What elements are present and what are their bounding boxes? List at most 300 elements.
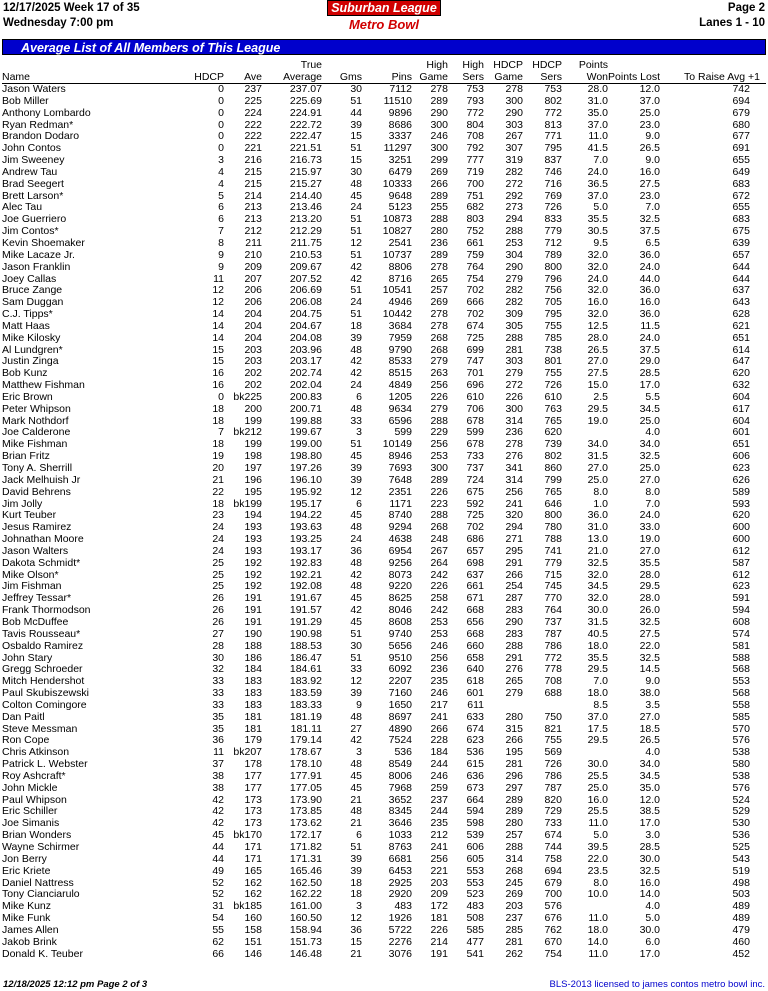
table-cell: 288 bbox=[505, 640, 523, 652]
table-cell: 279 bbox=[430, 356, 448, 368]
table-cell: 202.74 bbox=[289, 368, 322, 380]
table-cell: 289 bbox=[505, 806, 523, 818]
table-cell: 489 bbox=[732, 913, 750, 925]
table-row bbox=[2, 653, 766, 665]
table-cell: 5.0 bbox=[593, 202, 608, 214]
table-cell: 14 bbox=[212, 332, 224, 344]
table-cell: 190.98 bbox=[289, 628, 322, 640]
table-cell: Bob Miller bbox=[2, 95, 49, 107]
table-cell: 660 bbox=[466, 640, 484, 652]
table-cell: 755 bbox=[544, 368, 562, 380]
table-cell: 184 bbox=[244, 664, 262, 676]
table-cell: 271 bbox=[505, 534, 523, 546]
table-cell: 581 bbox=[732, 640, 750, 652]
table-cell: 181 bbox=[244, 711, 262, 723]
table-cell: 186.47 bbox=[289, 652, 322, 664]
table-cell: 173.90 bbox=[289, 794, 322, 806]
table-cell: Jim Contos* bbox=[2, 226, 59, 238]
table-cell: 191 bbox=[244, 593, 262, 605]
table-cell: 33 bbox=[212, 676, 224, 688]
table-cell: 489 bbox=[732, 901, 750, 913]
table-cell: 48 bbox=[350, 403, 362, 415]
table-cell: C.J. Tipps* bbox=[2, 309, 53, 321]
table-cell: 594 bbox=[732, 605, 750, 617]
table-row bbox=[2, 889, 766, 901]
table-row bbox=[2, 404, 766, 416]
table-cell: 203.96 bbox=[289, 344, 322, 356]
table-cell: 16.0 bbox=[639, 166, 660, 178]
table-cell: 36.5 bbox=[587, 178, 608, 190]
table-cell: 18.0 bbox=[587, 640, 608, 652]
table-cell: 276 bbox=[505, 451, 523, 463]
table-cell: 4.0 bbox=[645, 747, 660, 759]
table-cell: 800 bbox=[544, 261, 562, 273]
table-row bbox=[2, 392, 766, 404]
table-cell: 37.0 bbox=[639, 95, 660, 107]
table-cell: 23.0 bbox=[639, 190, 660, 202]
table-cell: 4.0 bbox=[645, 901, 660, 913]
table-cell: 33 bbox=[212, 688, 224, 700]
table-cell: 673 bbox=[466, 782, 484, 794]
table-row bbox=[2, 771, 766, 783]
table-cell: 215 bbox=[244, 166, 262, 178]
col-name: Name bbox=[2, 59, 162, 84]
table-cell: 24.0 bbox=[639, 510, 660, 522]
table-cell: 51 bbox=[350, 309, 362, 321]
table-cell: 177 bbox=[244, 782, 262, 794]
table-cell: 225.69 bbox=[289, 95, 322, 107]
table-cell: 28.0 bbox=[639, 593, 660, 605]
table-cell: 160.50 bbox=[289, 913, 322, 925]
table-cell: Dan Paitl bbox=[2, 711, 45, 723]
table-cell: 215.97 bbox=[289, 166, 322, 178]
table-cell: 193 bbox=[244, 545, 262, 557]
table-cell: 770 bbox=[544, 593, 562, 605]
table-cell: 5722 bbox=[388, 924, 412, 936]
table-cell: 6 bbox=[356, 830, 362, 842]
table-cell: 8763 bbox=[388, 842, 412, 853]
table-cell: 192 bbox=[244, 569, 262, 581]
table-cell: 5.0 bbox=[645, 913, 660, 925]
table-cell: Mike Kunz bbox=[2, 901, 52, 913]
table-cell: 292 bbox=[505, 190, 523, 202]
table-cell: 215 bbox=[244, 178, 262, 190]
table-cell: 762 bbox=[544, 924, 562, 936]
table-cell: 21 bbox=[350, 818, 362, 830]
table-cell: 568 bbox=[732, 664, 750, 676]
table-cell: 9740 bbox=[388, 628, 412, 640]
table-cell: 585 bbox=[466, 924, 484, 936]
table-cell: 644 bbox=[732, 261, 750, 273]
table-row bbox=[2, 818, 766, 830]
table-cell: 278 bbox=[505, 83, 523, 95]
table-cell: 42 bbox=[350, 261, 362, 273]
table-row bbox=[2, 84, 766, 96]
table-cell: 592 bbox=[466, 498, 484, 510]
table-cell: 207.52 bbox=[289, 273, 322, 285]
table-row bbox=[2, 274, 766, 286]
table-cell: 6681 bbox=[388, 853, 412, 865]
table-cell: 162 bbox=[244, 877, 262, 889]
table-cell: 14 bbox=[212, 320, 224, 332]
table-cell: 589 bbox=[732, 486, 750, 498]
table-cell: 679 bbox=[544, 877, 562, 889]
table-cell: 27 bbox=[212, 628, 224, 640]
table-cell: 265 bbox=[505, 676, 523, 688]
table-cell: 745 bbox=[544, 581, 562, 593]
table-cell: 269 bbox=[505, 889, 523, 901]
table-cell: 8.0 bbox=[593, 486, 608, 498]
table-cell: 39 bbox=[350, 463, 362, 474]
table-cell: 741 bbox=[544, 545, 562, 557]
table-body bbox=[2, 84, 766, 961]
table-cell: 569 bbox=[544, 747, 562, 759]
table-cell: 177.91 bbox=[289, 770, 322, 782]
table-cell: 62 bbox=[212, 936, 224, 948]
table-cell: 178 bbox=[244, 759, 262, 771]
table-cell: 18 bbox=[212, 403, 224, 415]
table-cell: 26 bbox=[212, 605, 224, 617]
table-cell: 620 bbox=[732, 368, 750, 380]
table-cell: 186 bbox=[244, 652, 262, 664]
table-cell: 8.5 bbox=[593, 699, 608, 711]
table-cell: 279 bbox=[505, 368, 523, 380]
table-cell: 221 bbox=[430, 865, 448, 877]
table-cell: 272 bbox=[505, 380, 523, 392]
table-cell: Wayne Schirmer bbox=[2, 842, 80, 853]
table-cell: 19.0 bbox=[587, 415, 608, 427]
table-cell: 608 bbox=[732, 616, 750, 628]
table-cell: 615 bbox=[466, 759, 484, 771]
table-cell: 3646 bbox=[388, 818, 412, 830]
table-cell: 1033 bbox=[388, 830, 412, 842]
table-cell: 523 bbox=[466, 889, 484, 901]
table-cell: 16.0 bbox=[639, 877, 660, 889]
table-cell: 279 bbox=[505, 688, 523, 700]
table-cell: 7968 bbox=[388, 782, 412, 794]
table-cell: 21 bbox=[350, 794, 362, 806]
table-row bbox=[2, 747, 766, 759]
table-cell: 646 bbox=[544, 498, 562, 510]
col-ave: Ave bbox=[224, 59, 262, 84]
table-cell: Johnathan Moore bbox=[2, 534, 84, 546]
table-cell: 780 bbox=[544, 522, 562, 534]
table-cell: 27.5 bbox=[587, 368, 608, 380]
table-cell: 197.26 bbox=[289, 463, 322, 474]
table-cell: 158.94 bbox=[289, 924, 322, 936]
table-cell: 802 bbox=[544, 451, 562, 463]
table-cell: 278 bbox=[430, 309, 448, 321]
table-cell: 498 bbox=[732, 877, 750, 889]
table-cell: 32.0 bbox=[587, 309, 608, 321]
table-cell: 51 bbox=[350, 628, 362, 640]
table-cell: 315 bbox=[505, 723, 523, 735]
table-cell: 18 bbox=[212, 439, 224, 451]
table-cell: 33.0 bbox=[639, 522, 660, 534]
table-cell: 724 bbox=[466, 474, 484, 486]
table-cell: 5656 bbox=[388, 640, 412, 652]
table-cell: 266 bbox=[430, 723, 448, 735]
table-cell: 32.5 bbox=[639, 214, 660, 226]
table-cell: 8740 bbox=[388, 510, 412, 522]
table-cell: 483 bbox=[466, 901, 484, 913]
table-row bbox=[2, 913, 766, 925]
table-cell: 28 bbox=[212, 640, 224, 652]
table-cell: 179 bbox=[244, 735, 262, 747]
table-cell: 195 bbox=[244, 486, 262, 498]
table-cell: 288 bbox=[430, 510, 448, 522]
table-cell: Joey Callas bbox=[2, 273, 57, 285]
table-cell: Daniel Nattress bbox=[2, 877, 74, 889]
table-cell: 33 bbox=[350, 664, 362, 676]
table-cell: 272 bbox=[505, 178, 523, 190]
table-cell: 17.0 bbox=[639, 818, 660, 830]
license-footer: BLS-2013 licensed to james contos metro bowl inc. bbox=[549, 979, 765, 990]
table-cell: 242 bbox=[430, 569, 448, 581]
table-cell: 4 bbox=[218, 178, 224, 190]
table-cell: 23 bbox=[212, 510, 224, 522]
table-cell: 558 bbox=[732, 699, 750, 711]
table-cell: 796 bbox=[544, 273, 562, 285]
table-cell: 715 bbox=[544, 569, 562, 581]
table-cell: 39 bbox=[350, 119, 362, 131]
table-cell: 452 bbox=[732, 948, 750, 960]
table-cell: 193 bbox=[244, 522, 262, 534]
table-cell: 207 bbox=[244, 273, 262, 285]
table-cell: 28.0 bbox=[587, 332, 608, 344]
table-cell: Brian Fritz bbox=[2, 451, 50, 463]
table-row bbox=[2, 487, 766, 499]
table-cell: 300 bbox=[430, 143, 448, 155]
table-cell: 580 bbox=[732, 759, 750, 771]
table-cell: 15 bbox=[350, 155, 362, 167]
table-cell: 269 bbox=[430, 297, 448, 309]
table-cell: 553 bbox=[732, 676, 750, 688]
table-cell: 253 bbox=[430, 451, 448, 463]
table-cell: 213 bbox=[244, 202, 262, 214]
table-cell: 576 bbox=[544, 901, 562, 913]
table-cell: 193.17 bbox=[289, 545, 322, 557]
table-cell: 191.67 bbox=[289, 593, 322, 605]
table-cell: 45 bbox=[350, 782, 362, 794]
table-cell: 300 bbox=[505, 95, 523, 107]
table-cell: 764 bbox=[544, 605, 562, 617]
col-to-raise: To Raise Avg +1 bbox=[660, 59, 766, 84]
table-cell: 237.07 bbox=[289, 83, 322, 95]
table-cell: 726 bbox=[544, 380, 562, 392]
table-cell: 24.0 bbox=[587, 166, 608, 178]
table-cell: 30 bbox=[212, 652, 224, 664]
table-cell: 213.46 bbox=[289, 202, 322, 214]
table-cell: 211.75 bbox=[290, 237, 322, 249]
table-cell: 202 bbox=[244, 368, 262, 380]
table-cell: 22.0 bbox=[587, 853, 608, 865]
table-cell: 309 bbox=[505, 309, 523, 321]
table-cell: Mike Kilosky bbox=[2, 332, 61, 344]
table-cell: 199.67 bbox=[289, 427, 322, 439]
table-cell: 30 bbox=[350, 640, 362, 652]
table-cell: 22 bbox=[212, 486, 224, 498]
table-cell: 2351 bbox=[388, 486, 412, 498]
table-cell: 789 bbox=[544, 249, 562, 261]
table-cell: 733 bbox=[544, 818, 562, 830]
table-cell: David Behrens bbox=[2, 486, 71, 498]
table-cell: 620 bbox=[732, 510, 750, 522]
table-cell: 36 bbox=[350, 924, 362, 936]
table-cell: 246 bbox=[430, 640, 448, 652]
table-cell: 536 bbox=[732, 830, 750, 842]
table-cell: Eric Kriete bbox=[2, 865, 51, 877]
table-cell: 651 bbox=[732, 439, 750, 451]
table-cell: 604 bbox=[732, 415, 750, 427]
table-row bbox=[2, 534, 766, 546]
table-cell: 26.5 bbox=[639, 143, 660, 155]
table-cell: 10873 bbox=[382, 214, 412, 226]
table-cell: 755 bbox=[544, 320, 562, 332]
table-cell: 779 bbox=[544, 226, 562, 238]
table-cell: 7648 bbox=[388, 474, 412, 486]
table-cell: Brett Larson* bbox=[2, 190, 64, 202]
table-cell: John Contos bbox=[2, 143, 61, 155]
table-cell: 206 bbox=[244, 297, 262, 309]
table-cell: 799 bbox=[544, 474, 562, 486]
col-hdcp-sers: HDCP Sers bbox=[523, 59, 562, 84]
table-cell: Jim Jolly bbox=[2, 498, 43, 510]
table-cell: 265 bbox=[430, 273, 448, 285]
table-cell: Bob McDuffee bbox=[2, 616, 69, 628]
table-cell: 725 bbox=[466, 510, 484, 522]
table-cell: 36.0 bbox=[639, 309, 660, 321]
table-cell: 754 bbox=[544, 948, 562, 960]
table-cell: 633 bbox=[466, 711, 484, 723]
table-cell: 706 bbox=[466, 403, 484, 415]
table-row bbox=[2, 546, 766, 558]
table-cell: 753 bbox=[466, 83, 484, 95]
table-cell: 2207 bbox=[388, 676, 412, 688]
table-cell: bk225 bbox=[233, 391, 262, 403]
table-cell: 8806 bbox=[388, 261, 412, 273]
table-cell: 570 bbox=[732, 723, 750, 735]
table-row bbox=[2, 901, 766, 913]
table-cell: 3.5 bbox=[645, 699, 660, 711]
table-cell: 191 bbox=[244, 616, 262, 628]
table-cell: 25.0 bbox=[639, 107, 660, 119]
table-cell: 34.0 bbox=[587, 439, 608, 451]
table-cell: 32.0 bbox=[587, 285, 608, 297]
table-cell: 644 bbox=[732, 273, 750, 285]
table-cell: 574 bbox=[732, 628, 750, 640]
table-cell: 0 bbox=[218, 107, 224, 119]
table-cell: 678 bbox=[466, 415, 484, 427]
table-row bbox=[2, 345, 766, 357]
col-hdcp-game: HDCP Game bbox=[484, 59, 523, 84]
table-cell: 314 bbox=[505, 853, 523, 865]
table-cell: 30.0 bbox=[639, 924, 660, 936]
table-cell: 3.0 bbox=[645, 830, 660, 842]
table-cell: 7.0 bbox=[593, 676, 608, 688]
table-cell: 222 bbox=[244, 119, 262, 131]
table-cell: 12 bbox=[350, 486, 362, 498]
table-cell: 621 bbox=[732, 320, 750, 332]
table-cell: 35.5 bbox=[587, 214, 608, 226]
table-cell: 719 bbox=[466, 166, 484, 178]
table-cell: 34.0 bbox=[639, 439, 660, 451]
average-list-table bbox=[2, 59, 766, 960]
table-cell: Jim Sweeney bbox=[2, 155, 65, 167]
table-cell: 146.48 bbox=[289, 948, 322, 960]
table-cell: 5123 bbox=[388, 202, 412, 214]
table-row bbox=[2, 120, 766, 132]
table-cell: 594 bbox=[466, 806, 484, 818]
table-cell: 606 bbox=[732, 451, 750, 463]
col-points-won: Points Won bbox=[562, 59, 608, 84]
table-row bbox=[2, 96, 766, 108]
table-cell: 7693 bbox=[388, 463, 412, 474]
table-cell: 676 bbox=[544, 913, 562, 925]
table-row bbox=[2, 321, 766, 333]
table-cell: 3 bbox=[356, 427, 362, 439]
table-cell: 36 bbox=[350, 545, 362, 557]
table-cell: 738 bbox=[544, 344, 562, 356]
table-cell: Jon Berry bbox=[2, 853, 47, 865]
table-cell: 221 bbox=[244, 143, 262, 155]
table-row bbox=[2, 191, 766, 203]
table-cell: 26 bbox=[212, 593, 224, 605]
col-points-lost: Points Lost bbox=[608, 59, 660, 84]
table-cell: Chris Atkinson bbox=[2, 747, 70, 759]
table-cell: 658 bbox=[466, 652, 484, 664]
table-cell: 253 bbox=[505, 237, 523, 249]
table-cell: 320 bbox=[505, 510, 523, 522]
table-cell: 281 bbox=[505, 344, 523, 356]
table-cell: 601 bbox=[466, 688, 484, 700]
table-cell: 248 bbox=[430, 534, 448, 546]
table-row bbox=[2, 179, 766, 191]
table-cell: 7524 bbox=[388, 735, 412, 747]
table-cell: 27.0 bbox=[639, 474, 660, 486]
table-cell: 11.0 bbox=[588, 818, 608, 830]
table-cell: 2925 bbox=[388, 877, 412, 889]
table-cell: 4849 bbox=[388, 380, 412, 392]
table-cell: 191 bbox=[244, 605, 262, 617]
table-cell: 587 bbox=[732, 557, 750, 569]
table-cell: 290 bbox=[505, 616, 523, 628]
table-cell: 668 bbox=[466, 605, 484, 617]
table-cell: 6479 bbox=[388, 166, 412, 178]
table-cell: 612 bbox=[732, 545, 750, 557]
table-cell: 11 bbox=[213, 747, 224, 759]
table-cell: 40.5 bbox=[587, 628, 608, 640]
table-cell: 52 bbox=[212, 889, 224, 901]
table-cell: 9.0 bbox=[645, 131, 660, 143]
table-cell: 213.20 bbox=[289, 214, 322, 226]
table-cell: 30 bbox=[350, 166, 362, 178]
table-cell: 640 bbox=[466, 664, 484, 676]
table-cell: 614 bbox=[732, 344, 750, 356]
table-cell: 204.67 bbox=[289, 320, 322, 332]
table-cell: 651 bbox=[732, 332, 750, 344]
table-row bbox=[2, 250, 766, 262]
table-cell: 9634 bbox=[388, 403, 412, 415]
table-cell: 222.47 bbox=[289, 131, 322, 143]
table-cell: 188 bbox=[244, 640, 262, 652]
table-cell: 203 bbox=[244, 344, 262, 356]
table-cell: 599 bbox=[466, 427, 484, 439]
table-cell: 759 bbox=[466, 249, 484, 261]
table-cell: 758 bbox=[544, 853, 562, 865]
table-cell: 235 bbox=[430, 676, 448, 688]
league-name-badge: Suburban League bbox=[327, 0, 441, 16]
